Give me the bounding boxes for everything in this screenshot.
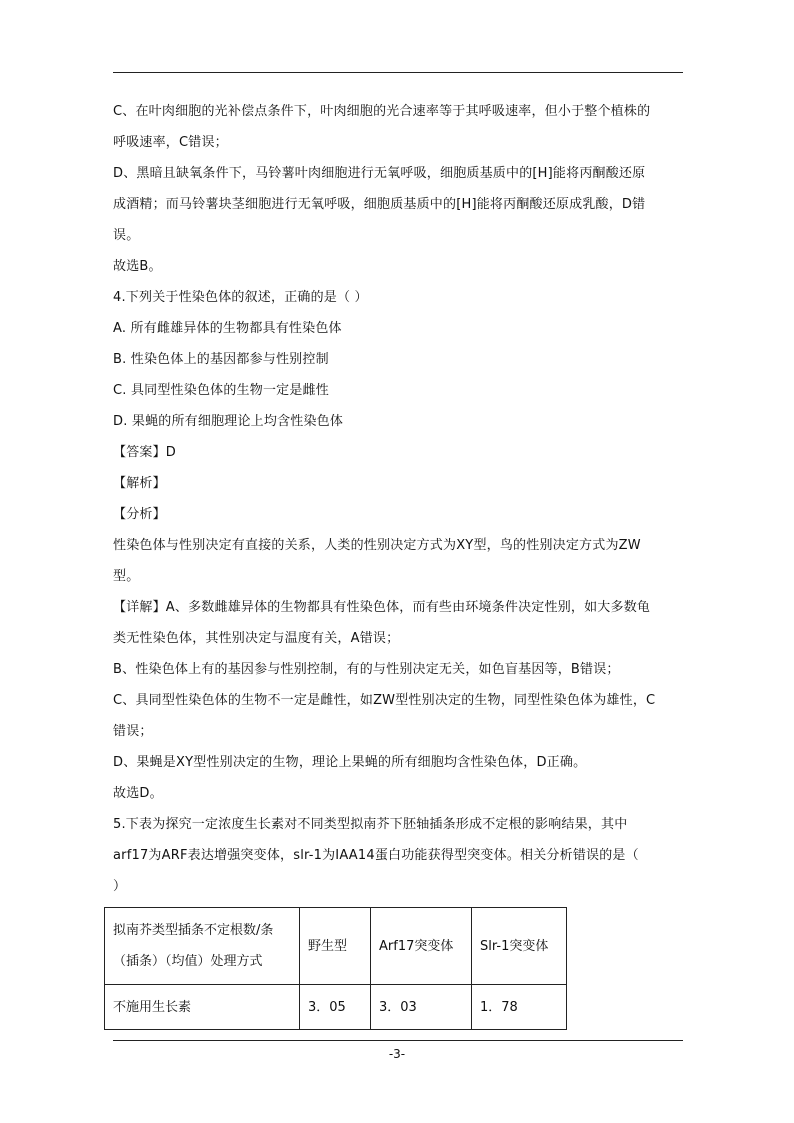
table-header-cell: 野生型 xyxy=(300,908,371,985)
text-line: 【详解】A、多数雌雄异体的生物都具有性染色体，而有些由环境条件决定性别，如大多数龟 xyxy=(113,600,651,615)
text-line: arf17为ARF表达增强突变体，slr-1为IAA14蛋白功能获得型突变体。相关分析错误的是（ xyxy=(113,848,639,863)
table-row xyxy=(105,985,567,1030)
analysis-subheading: 【分析】 xyxy=(113,507,166,522)
table-cell: 不施用生长素 xyxy=(105,985,300,1030)
analysis-heading: 【解析】 xyxy=(113,476,166,491)
table-cell: 3．03 xyxy=(371,985,472,1030)
option-c: C. 具同型性染色体的生物一定是雌性 xyxy=(113,383,329,398)
results-table xyxy=(104,907,567,1030)
option-d: D. 果蝇的所有细胞理论上均含性染色体 xyxy=(113,414,344,429)
text-line: 错误； xyxy=(113,724,153,739)
footer-rule xyxy=(113,1040,683,1041)
text-line: 故选B。 xyxy=(113,259,162,274)
text-line: 型。 xyxy=(113,569,140,584)
table-header-row xyxy=(105,908,567,985)
text-line: ） xyxy=(113,879,127,894)
table-cell: 1．78 xyxy=(472,985,567,1030)
question-5-stem: 5.下表为探究一定浓度生长素对不同类型拟南芥下胚轴插条形成不定根的影响结果，其中 xyxy=(113,817,628,832)
question-4-stem: 4.下列关于性染色体的叙述，正确的是（ ） xyxy=(113,290,368,305)
text-line: 故选D。 xyxy=(113,786,163,801)
document-body xyxy=(113,96,683,902)
header-rule xyxy=(113,72,683,73)
text-line: C、具同型性染色体的生物不一定是雌性，如ZW型性别决定的生物，同型性染色体为雄性，C xyxy=(113,693,656,708)
option-a: A. 所有雌雄异体的生物都具有性染色体 xyxy=(113,321,342,336)
text-line: B、性染色体上有的基因参与性别控制，有的与性别决定无关，如色盲基因等，B错误； xyxy=(113,662,620,677)
table-cell: 3．05 xyxy=(300,985,371,1030)
text-line: D、果蝇是XY型性别决定的生物，理论上果蝇的所有细胞均含性染色体，D正确。 xyxy=(113,755,587,770)
text-line: 性染色体与性别决定有直接的关系，人类的性别决定方式为XY型，鸟的性别决定方式为ZW xyxy=(113,538,641,553)
text-line: C、在叶肉细胞的光补偿点条件下，叶肉细胞的光合速率等于其呼吸速率，但小于整个植株的 xyxy=(113,104,651,119)
table-header-cell: Arf17突变体 xyxy=(371,908,472,985)
answer-line: 【答案】D xyxy=(113,445,177,460)
text-line: 类无性染色体，其性别决定与温度有关，A错误； xyxy=(113,631,400,646)
text-line: 误。 xyxy=(113,228,140,243)
text-line: 成酒精；而马铃薯块茎细胞进行无氧呼吸，细胞质基质中的[H]能将丙酮酸还原成乳酸，D错 xyxy=(113,197,646,212)
page-number: -3- xyxy=(388,1047,406,1061)
text-line: 呼吸速率，C错误； xyxy=(113,135,228,150)
table-header-cell: Slr-1突变体 xyxy=(472,908,567,985)
text-line: D、黑暗且缺氧条件下，马铃薯叶肉细胞进行无氧呼吸，细胞质基质中的[H]能将丙酮酸还原 xyxy=(113,166,646,181)
option-b: B. 性染色体上的基因都参与性别控制 xyxy=(113,352,329,367)
table-header-cell: 拟南芥类型插条不定根数/条（插条）（均值）处理方式 xyxy=(105,908,300,985)
